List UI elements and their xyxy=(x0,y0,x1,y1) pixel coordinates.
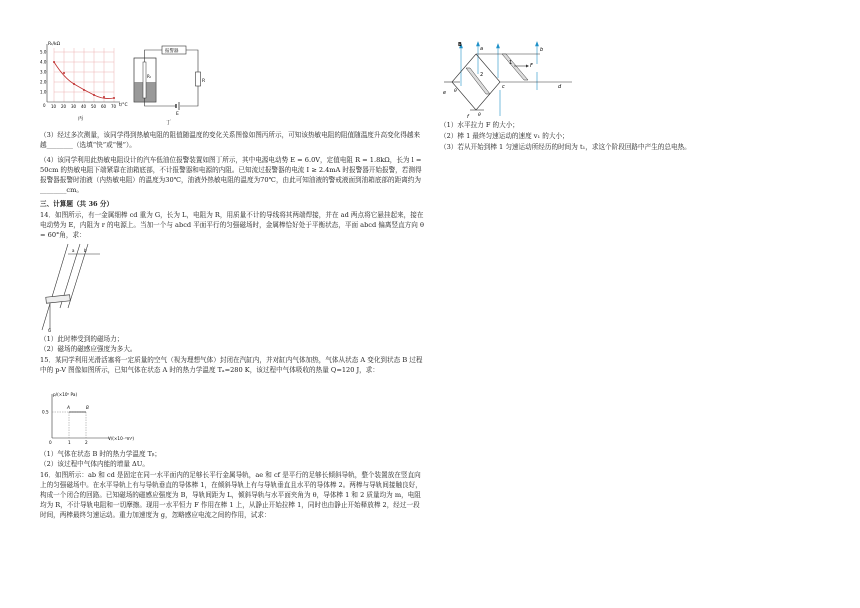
question-13-part-3: （3）经过多次测量，该同学得到热敏电阻的阻值随温度的变化关系图像如图丙所示，可知该热敏电阻的阻值随温度升高变化得越来越________（选填“快”或“慢”）。 xyxy=(40,131,421,149)
label-theta-2: θ xyxy=(478,113,481,118)
label-theta-1: θ xyxy=(454,89,457,94)
ytick: 5.0 xyxy=(40,49,47,55)
question-15: 15．某同学利用光滑活塞将一定质量的空气（视为理想气体）封闭在汽缸内，并对缸内气体加热，气体从状态 A 变化到状态 B 过程中的 p-V 图像如图所示，已知气体在状态 A 时的热力学温度 Tₐ=280 K，该过程中气体吸收的热量 Q=120 J，求： xyxy=(40,356,423,374)
alarm-circuit-diagram xyxy=(132,42,232,128)
question-13-part-4: （4）该同学利用此热敏电阻设计的汽车低油位报警装置如图丁所示，其中电源电动势 E = 6.0V，定值电阻 R = 1.8kΩ，长为 l = 50cm 的热敏电阻下端紧靠在油箱底部，不计报警器和电源的内阻。已知流过报警器的电流 I ≥ 2.4mA 时报警器开始报警，若测得报警器报警时油液（内热敏电阻）的温度为30℃，油液外热敏电阻的温度为70℃，由此可知油液的警戒液面到油箱底部的距离约为________cm。 xyxy=(40,156,424,194)
pv-label-a: A xyxy=(67,405,70,410)
pv-graph xyxy=(42,392,162,446)
xtick: 10 xyxy=(51,104,57,109)
svg-text:G: G xyxy=(48,328,52,333)
ytick: 4.0 xyxy=(40,59,47,65)
label-f: f xyxy=(467,114,469,120)
thermistor-graph xyxy=(40,40,140,126)
ytick: 3.0 xyxy=(40,69,47,75)
xtick: 60 xyxy=(101,104,107,109)
ytick: 0 xyxy=(43,103,46,108)
pv-xtick: 0 xyxy=(49,440,52,445)
pv-ylabel: p/(×10⁵ Pa) xyxy=(53,392,78,397)
xtick: 20 xyxy=(61,104,67,109)
ytick: 1.0 xyxy=(40,89,47,95)
pv-xtick: 1 xyxy=(68,440,71,445)
question-14-part-1: （1）此时棒受到的磁场力； xyxy=(40,335,124,343)
label-a: a xyxy=(480,46,484,52)
label-rod-2: 2 xyxy=(480,72,484,78)
pv-label-b: B xyxy=(86,405,89,410)
label-b-field: B xyxy=(458,42,462,48)
label-e: E xyxy=(176,112,179,117)
caption-ding: 丁 xyxy=(166,120,172,126)
xtick: 30 xyxy=(71,104,77,109)
question-16-part-1: （1）水平拉力 F 的大小； xyxy=(440,121,519,129)
question-14: 14．如图所示，有一金属细棒 cd 重为 G，长为 L，电阻为 R，用质量不计的导线将其两端焊接，并在 ad 两点将它悬挂起来，接在电动势为 E，内阻为 r 的电源上。当加一个与 abcd 平面平行的匀强磁场时，金属棒恰好处于平衡状态，平面 abcd 偏离竖直方向 θ = 60°角，求： xyxy=(40,211,427,239)
label-e: e xyxy=(443,90,447,96)
question-16-part-2: （2）棒 1 最终匀速运动的速度 v₁ 的大小； xyxy=(440,132,569,140)
label-r: R xyxy=(202,79,206,84)
alarm-label: 报警器 xyxy=(165,49,179,54)
ytick: 2.0 xyxy=(40,79,47,85)
question-14-part-2: （2）磁场的磁感应强度为多大。 xyxy=(40,345,137,353)
xtick: 70 xyxy=(111,104,117,109)
rails-diagram xyxy=(440,38,580,120)
caption-bing: 丙 xyxy=(78,116,84,122)
question-15-part-2: （2）该过程中气体内能的增量 ΔU。 xyxy=(40,460,149,468)
pv-ytick: 0.5 xyxy=(42,409,49,415)
question-16-part-3: （3）若从开始到棒 1 匀速运动所经历的时间为 t₁，求这个阶段回路中产生的总电热。 xyxy=(440,143,691,151)
graph-ylabel: Rₜ/kΩ xyxy=(48,42,61,47)
label-rt: Rₜ xyxy=(147,74,151,79)
svg-text:a: a xyxy=(72,248,75,253)
section-3-title: 三、计算题（共 36 分） xyxy=(40,200,114,208)
pv-xtick: 2 xyxy=(85,440,88,445)
label-rod-1: 1 xyxy=(509,60,513,66)
graph-xlabel: t/°C xyxy=(119,103,128,108)
label-force: F xyxy=(530,63,533,69)
label-c: c xyxy=(502,84,505,90)
xtick: 40 xyxy=(81,104,87,109)
xtick: 50 xyxy=(91,104,97,109)
label-d: d xyxy=(558,84,562,90)
question-16: 16．如图所示：ab 和 cd 是固定在同一水平面内的足够长平行金属导轨，ae 和 cf 是平行的足够长倾斜导轨，整个装置放在竖直向上的匀强磁场中。在水平导轨上有与导轨垂直的导体棒 1，在倾斜导轨上有与导轨垂直且水平的导体棒 2。两棒与导轨间接触良好，构成一个闭合的回路。已知磁场的磁感应强度为 B，导轨间距为 L，倾斜导轨与水平面夹角为 θ，导体棒 1 和 2 质量均为 m，电阻均为 R，不计导轨电阻和一切摩擦。现用一水平恒力 F 作用在棒 1 上，从静止开始拉棒 1，同时也由静止开始释放棒 2，经过一段时间，两棒最终匀速运动。重力加速度为 g，忽略感应电流之间的作用，试求： xyxy=(40,471,422,519)
label-b: b xyxy=(540,47,544,53)
svg-text:b: b xyxy=(84,248,87,253)
pv-xlabel: V/(×10⁻³m³) xyxy=(108,436,135,441)
question-15-part-1: （1）气体在状态 B 时的热力学温度 Tᵦ； xyxy=(40,450,162,458)
suspended-rod-diagram xyxy=(40,242,110,334)
